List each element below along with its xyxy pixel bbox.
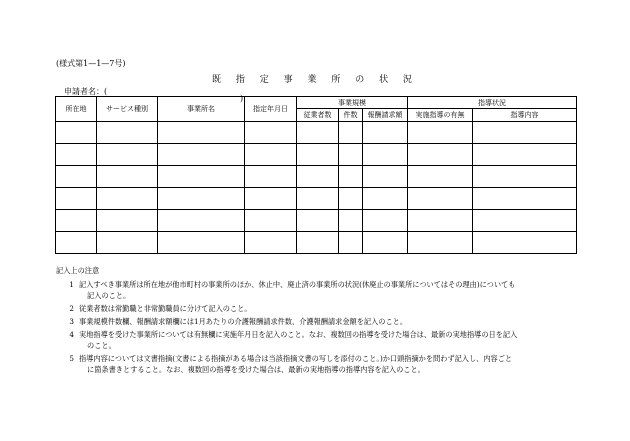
header-location: 所在地 — [56, 97, 97, 122]
note-line: 実地指導を受けた事業所については有無欄に実施年月日を記入のこと。なお、複数回の指導を受けた場合は、最新の実地指導の日を記入 — [79, 330, 518, 339]
table-cell[interactable] — [473, 144, 577, 166]
table-row — [56, 188, 577, 210]
note-line: 記入すべき事業所は所在地が他市町村の事業所のほか、休止中、廃止済の事業所の状況(休廃止の事業所についてはその理由)についても — [79, 280, 516, 289]
header-designation-date: 指定年月日 — [245, 97, 297, 122]
table-cell[interactable] — [339, 210, 363, 232]
note-line: 事業規模件数欄、報酬請求額欄には1月あたりの介護報酬請求件数、介護報酬請求金額を記入のこと。 — [79, 317, 408, 326]
table-cell[interactable] — [97, 122, 158, 144]
existing-offices-table — [55, 96, 577, 254]
table-row — [56, 210, 577, 232]
table-cell[interactable] — [408, 122, 473, 144]
header-business-scale: 事業規模 — [297, 97, 408, 109]
note-item — [56, 316, 576, 327]
table-cell[interactable] — [408, 210, 473, 232]
note-number: 3 — [69, 317, 74, 326]
table-cell[interactable] — [56, 232, 97, 254]
table-cell[interactable] — [473, 166, 577, 188]
note-line-continued: 記入のこと。 — [87, 291, 131, 300]
table-cell[interactable] — [297, 144, 339, 166]
table-cell[interactable] — [339, 144, 363, 166]
header-service-type: サービス種別 — [97, 97, 158, 122]
note-text — [79, 329, 576, 351]
header-guidance-status: 指導状況 — [408, 97, 577, 109]
note-text — [79, 279, 576, 301]
table-cell[interactable] — [158, 232, 245, 254]
table-cell[interactable] — [245, 188, 297, 210]
notes-heading: 記入上の注意 — [56, 266, 100, 275]
applicant-label: 申請者名：( — [64, 87, 108, 96]
table-cell[interactable] — [339, 188, 363, 210]
note-line: 指導内容については文書指摘(文書による指摘がある場合は当該指摘文書の写しを添付のこと。)か口頭指摘かを問わず記入し、内容ごと — [79, 354, 513, 363]
table-cell[interactable] — [363, 188, 408, 210]
table-cell[interactable] — [339, 166, 363, 188]
table-cell[interactable] — [297, 232, 339, 254]
page-title: 既 指 定 事 業 所 の 状 況 — [212, 75, 418, 85]
table-cell[interactable] — [158, 188, 245, 210]
note-line: 従業者数は常勤職と非常勤職員に分けて記入のこと。 — [79, 304, 252, 313]
table-cell[interactable] — [408, 232, 473, 254]
note-number: 1 — [69, 280, 74, 289]
note-number: 5 — [69, 354, 74, 363]
form-number: (様式第1—1—7号) — [56, 59, 126, 68]
note-item — [56, 329, 576, 351]
table-cell[interactable] — [158, 166, 245, 188]
table-cell[interactable] — [408, 188, 473, 210]
notes-section — [56, 265, 576, 377]
note-text — [79, 316, 576, 327]
table-cell[interactable] — [408, 166, 473, 188]
table-cell[interactable] — [158, 122, 245, 144]
table-cell[interactable] — [408, 144, 473, 166]
table-cell[interactable] — [97, 210, 158, 232]
table-cell[interactable] — [56, 210, 97, 232]
table-cell[interactable] — [56, 166, 97, 188]
table-cell[interactable] — [56, 188, 97, 210]
note-item — [56, 279, 576, 301]
note-number: 2 — [69, 304, 74, 313]
table-cell[interactable] — [473, 210, 577, 232]
table-cell[interactable] — [363, 232, 408, 254]
table-cell[interactable] — [97, 144, 158, 166]
table-row — [56, 232, 577, 254]
table-cell[interactable] — [363, 122, 408, 144]
note-number: 4 — [69, 330, 74, 339]
note-line-continued: に箇条書きとすること。なお、複数回の指導を受けた場合は、最新の実地指導の指導内容を記入のこと。 — [87, 365, 425, 374]
table-cell[interactable] — [297, 166, 339, 188]
table-cell[interactable] — [97, 166, 158, 188]
table-cell[interactable] — [56, 122, 97, 144]
table-cell[interactable] — [363, 210, 408, 232]
table-cell[interactable] — [245, 166, 297, 188]
table-cell[interactable] — [245, 210, 297, 232]
table-cell[interactable] — [297, 210, 339, 232]
note-item — [56, 353, 576, 375]
table-cell[interactable] — [473, 122, 577, 144]
header-claim-amount: 報酬請求額 — [363, 109, 408, 122]
note-line-continued: のこと。 — [87, 341, 116, 350]
table-row — [56, 122, 577, 144]
table-cell[interactable] — [158, 210, 245, 232]
table-cell[interactable] — [339, 122, 363, 144]
table-cell[interactable] — [363, 144, 408, 166]
table-cell[interactable] — [158, 144, 245, 166]
table-cell[interactable] — [473, 188, 577, 210]
table-cell[interactable] — [473, 232, 577, 254]
header-office-name: 事業所名 — [158, 97, 245, 122]
table-cell[interactable] — [245, 144, 297, 166]
header-cases: 件数 — [339, 109, 363, 122]
header-employees: 従業者数 — [297, 109, 339, 122]
table-cell[interactable] — [297, 122, 339, 144]
table-cell[interactable] — [363, 166, 408, 188]
applicant-close-paren: ) — [240, 94, 244, 103]
note-text — [79, 353, 576, 375]
table-cell[interactable] — [97, 188, 158, 210]
table-row — [56, 144, 577, 166]
table-cell[interactable] — [245, 232, 297, 254]
table-cell[interactable] — [97, 232, 158, 254]
table-cell[interactable] — [56, 144, 97, 166]
table-cell[interactable] — [245, 122, 297, 144]
note-text — [79, 303, 576, 314]
table-cell[interactable] — [297, 188, 339, 210]
header-guidance-presence: 実施指導の有無 — [408, 109, 473, 122]
table-cell[interactable] — [339, 232, 363, 254]
table-row — [56, 166, 577, 188]
note-item — [56, 303, 576, 314]
header-guidance-content: 指導内容 — [473, 109, 577, 122]
